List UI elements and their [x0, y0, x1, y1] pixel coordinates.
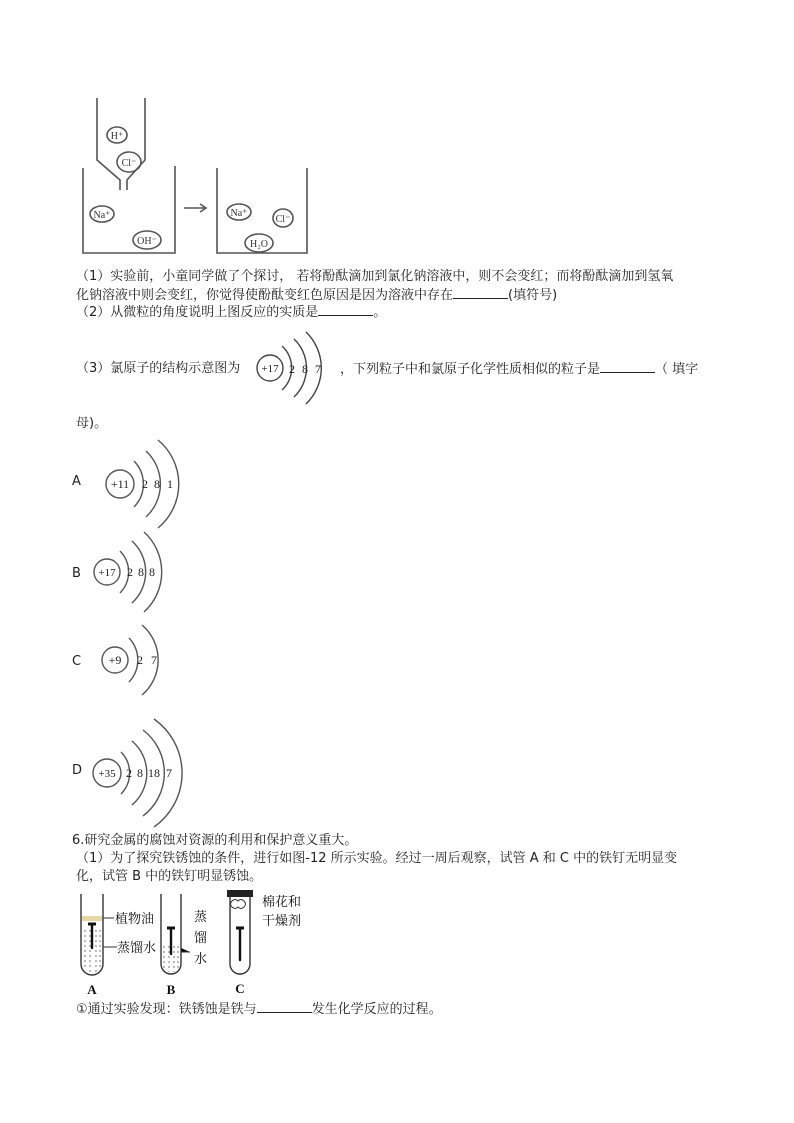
answer-blank	[318, 303, 373, 316]
ion-label: Na⁺	[230, 208, 248, 219]
q6-p1-line2: 化，试管 B 中的铁钉明显锈蚀。	[76, 869, 263, 884]
q3-text-a: （3）氯原子的结构示意图为	[76, 361, 241, 376]
q2-line	[76, 303, 386, 321]
q2-end: 。	[373, 305, 387, 320]
q2-text: （2）从微粒的角度说明上图反应的实质是	[76, 305, 319, 320]
ion-label: Cl⁻	[121, 158, 137, 169]
distilled-char: 水	[194, 951, 208, 966]
ion-label: Cl⁻	[275, 214, 291, 225]
shell-electrons: 8	[154, 477, 160, 491]
q6-sub1-text: ①通过实验发现：铁锈蚀是铁与	[76, 1002, 257, 1017]
shell-electrons: 7	[166, 766, 172, 780]
answer-blank	[600, 360, 655, 373]
option-d-atom-diagram	[90, 716, 190, 831]
shell-electrons: 7	[151, 653, 157, 667]
q6-sub1	[76, 1000, 442, 1018]
cotton-label: 干燥剂	[262, 913, 302, 928]
nucleus-label: +9	[108, 653, 122, 667]
answer-blank	[453, 286, 508, 299]
q6-p1-line1: （1）为了探究铁锈蚀的条件，进行如图-12 所示实验。经过一周后观察，试管 A 和 C 中的铁钉无明显变	[76, 851, 678, 866]
q3-text-b: ，下列粒子中和氯原子化学性质相似的粒子是	[340, 362, 601, 377]
nucleus-label: +17	[98, 567, 116, 579]
ion-label: H₂O	[250, 239, 268, 250]
shell-electrons: 2	[142, 477, 148, 491]
chlorine-atom-diagram	[254, 330, 342, 410]
shell-electrons: 2	[126, 766, 132, 780]
stopper	[227, 890, 253, 897]
option-a-atom-diagram	[100, 435, 190, 530]
tube-label-c: C	[235, 981, 245, 996]
ion-label: OH⁻	[137, 236, 157, 247]
rust-experiment-figure	[70, 890, 330, 1000]
option-letter-c: C	[72, 654, 82, 669]
shell-electrons: 8	[137, 766, 143, 780]
ion-label: H⁺	[110, 131, 124, 142]
shell-electrons: 2	[137, 653, 143, 667]
shell-electrons: 2	[127, 565, 133, 579]
q1-line2-end: (填符号)	[508, 288, 558, 303]
answer-blank	[257, 1000, 312, 1013]
nucleus-label: +35	[98, 768, 116, 780]
q3-text-c: （ 填字	[655, 362, 699, 377]
q3-line	[340, 360, 698, 378]
distilled-char: 蒸	[194, 909, 208, 924]
q1-line2-text: 化钠溶液中则会变红，你觉得使酚酞变红色原因是因为溶液中存在	[76, 288, 454, 303]
shell-electrons: 7	[315, 362, 321, 376]
oil-label: 植物油	[115, 911, 155, 926]
q6-title: 6.研究金属的腐蚀对资源的利用和保护意义重大。	[72, 833, 358, 848]
shell-electrons: 1	[167, 477, 173, 491]
neutralization-figure	[75, 98, 325, 260]
nucleus-label: +11	[110, 477, 130, 491]
cotton-desiccant	[231, 900, 246, 909]
option-c-atom-diagram	[96, 620, 176, 700]
tube-label-a: A	[87, 982, 97, 997]
shell-electrons: 2	[289, 362, 295, 376]
q6-sub1-end: 发生化学反应的过程。	[311, 1002, 442, 1017]
shell-electrons: 8	[302, 362, 308, 376]
nucleus-label: +17	[261, 363, 279, 375]
shell-electrons: 8	[138, 565, 144, 579]
option-b-atom-diagram	[90, 528, 170, 618]
q1-line2	[76, 286, 557, 304]
option-letter-a: A	[72, 474, 81, 489]
water-label: 蒸馏水	[117, 940, 157, 955]
ion-label: Na⁺	[93, 210, 111, 221]
cotton-label: 棉花和	[262, 894, 302, 909]
option-letter-d: D	[72, 763, 83, 778]
shell-electrons: 8	[149, 565, 155, 579]
oil-layer	[82, 916, 102, 921]
tube-label-b: B	[166, 982, 176, 997]
q3-text-d: 母)。	[76, 416, 108, 431]
option-letter-b: B	[72, 566, 81, 581]
distilled-char: 馏	[194, 930, 208, 945]
q1-line1: （1）实验前，小童同学做了个探讨， 若将酚酞滴加到氯化钠溶液中，则不会变红；而将酚酞滴加到氢氧	[76, 269, 674, 284]
shell-electrons: 18	[148, 766, 160, 780]
